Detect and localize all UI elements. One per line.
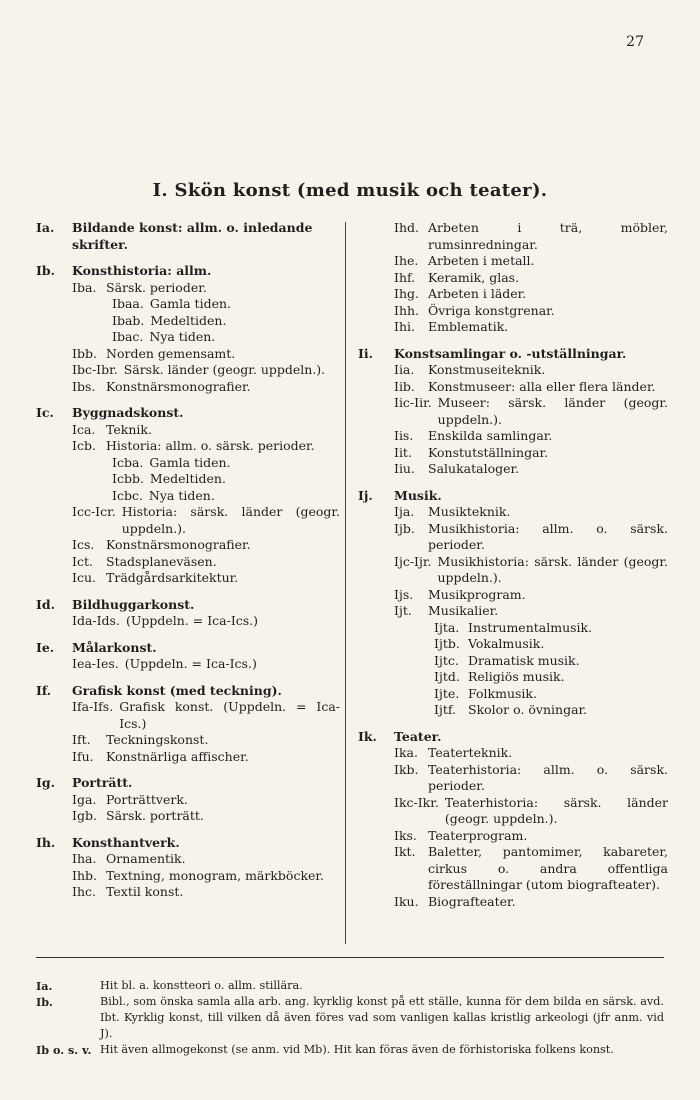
- section-code: Ii.: [358, 345, 373, 361]
- entry-code: Ijtb.: [434, 636, 460, 651]
- classification-entry: [394, 636, 668, 653]
- classification-entry: [394, 828, 668, 845]
- classification-entry: [72, 296, 340, 313]
- entry-text: Arbeten i metall.: [428, 253, 535, 268]
- classification-entry: [394, 587, 668, 604]
- classification-entry: [72, 792, 340, 809]
- classification-entry: [394, 686, 668, 703]
- classification-entry: [72, 362, 340, 379]
- classification-entry: [72, 868, 340, 885]
- classification-entry: [394, 620, 668, 637]
- section-code: Ig.: [36, 775, 55, 790]
- section-code: Ij.: [358, 487, 373, 503]
- classification-entry: [72, 554, 340, 571]
- entry-code: Iia.: [394, 362, 415, 377]
- entry-text: Teckningskonst.: [106, 732, 209, 747]
- entry-code: Ifa-Ifs.: [72, 699, 114, 714]
- entry-code: Iib.: [394, 378, 415, 394]
- entry-text: Konstnärsmonografier.: [106, 537, 251, 552]
- entry-text: Särsk. perioder.: [106, 279, 207, 295]
- classification-entry: [394, 669, 668, 686]
- classification-entry: [394, 894, 668, 911]
- page-title: I. Skön konst (med musik och teater).: [152, 180, 548, 201]
- entry-text: Teaterteknik.: [428, 745, 513, 760]
- section: [358, 220, 668, 336]
- section-code: Ia.: [36, 220, 55, 235]
- section: [358, 488, 668, 719]
- classification-entry: [394, 461, 668, 478]
- entry-code: Ijc-Ijr.: [394, 553, 432, 569]
- classification-entry: [72, 570, 340, 587]
- entry-code: Ihf.: [394, 269, 416, 285]
- entry-text: Medeltiden.: [149, 471, 226, 486]
- entry-text: Arbeten i trä, möbler, rumsinredningar.: [428, 220, 668, 252]
- entry-text: Nya tiden.: [148, 487, 215, 503]
- footnote: [36, 978, 664, 994]
- entry-text: Övriga konstgrenar.: [428, 302, 555, 318]
- entry-code: Ijte.: [434, 685, 460, 701]
- entry-text: Medeltiden.: [150, 312, 227, 328]
- classification-entry: [394, 653, 668, 670]
- entry-text: Särsk. porträtt.: [106, 808, 204, 823]
- entry-text: Gamla tiden.: [149, 296, 231, 311]
- classification-entry: [72, 471, 340, 488]
- classification-entry: [394, 521, 668, 554]
- entry-text: Trädgårdsarkitektur.: [106, 570, 239, 585]
- entry-code: Ijtc.: [434, 652, 459, 668]
- classification-entry: [72, 699, 340, 732]
- entry-text: Särsk. länder (geogr. uppdeln.).: [123, 362, 326, 377]
- entry-text: Salukataloger.: [428, 461, 520, 476]
- footnote: [36, 1042, 664, 1058]
- entry-code: Ihc.: [72, 884, 96, 899]
- entry-code: Icb.: [72, 438, 96, 453]
- section: [36, 640, 340, 673]
- classification-entry: [394, 319, 668, 336]
- entry-text: Arbeten i läder.: [428, 286, 527, 301]
- classification-entry: [394, 795, 668, 828]
- entry-code: Ihg.: [394, 286, 419, 301]
- entry-text: Textning, monogram, märkböcker.: [106, 867, 324, 883]
- entry-code: Ikt.: [394, 844, 416, 859]
- section: [36, 263, 340, 395]
- entry-text: Museer: särsk. länder (geogr. uppdeln.).: [437, 395, 668, 427]
- entry-text: Teaterhistoria: särsk. länder (geogr. uppdeln.).: [444, 794, 668, 826]
- entry-text: Musikalier.: [428, 603, 499, 618]
- entry-code: Ijtd.: [434, 669, 460, 684]
- section-code: Ie.: [36, 639, 55, 655]
- entry-text: Musikhistoria: särsk. länder (geogr. uppdeln.).: [437, 553, 668, 585]
- entry-code: Iic-Iir.: [394, 395, 432, 410]
- entry-code: Iks.: [394, 827, 417, 843]
- classification-entry: [72, 329, 340, 346]
- footnote-code: Ib.: [36, 995, 53, 1009]
- entry-code: Iha.: [72, 851, 97, 866]
- entry-code: Ika.: [394, 745, 418, 760]
- entry-text: Stadsplaneväsen.: [106, 553, 217, 569]
- entry-text: Konstmuseiteknik.: [428, 362, 546, 377]
- entry-code: Ibac.: [112, 329, 144, 344]
- entry-code: Ijta.: [434, 619, 460, 635]
- column-divider: [345, 222, 346, 944]
- classification-entry: [72, 422, 340, 439]
- entry-code: Iku.: [394, 893, 419, 909]
- entry-code: Iit.: [394, 444, 412, 460]
- section-title: Målarkonst.: [72, 639, 157, 655]
- section: [36, 220, 340, 253]
- classification-entry: [72, 656, 340, 673]
- classification-entry: [72, 851, 340, 868]
- entry-text: Teaterprogram.: [428, 827, 528, 843]
- entry-code: Ibab.: [112, 312, 145, 328]
- footnote-text: Bibl., som önska samla alla arb. ang. kyrklig konst på ett ställe, kunna för dem bilda en särsk. avd. Ibt. Kyrklig konst, till vilken då även föres vad som vanligen kallas kristlig arkeologi (jfr anm. vid J).: [100, 995, 664, 1040]
- entry-code: Ibb.: [72, 345, 97, 361]
- entry-code: Icbc.: [112, 487, 143, 503]
- entry-code: Iiu.: [394, 461, 415, 476]
- classification-entry: [394, 702, 668, 719]
- footnote-text: Hit bl. a. konstteori o. allm. stillära.: [100, 979, 303, 992]
- classification-entry: [394, 286, 668, 303]
- entry-text: Folkmusik.: [468, 685, 537, 701]
- page-number: 27: [626, 34, 644, 50]
- classification-entry: [72, 504, 340, 537]
- classification-entry: [72, 346, 340, 363]
- entry-text: Keramik, glas.: [428, 269, 520, 285]
- classification-entry: [394, 303, 668, 320]
- entry-code: Ikc-Ikr.: [394, 794, 439, 810]
- entry-code: Ihh.: [394, 302, 420, 318]
- classification-entry: [72, 455, 340, 472]
- entry-code: Ida-Ids.: [72, 613, 120, 628]
- classification-entry: [394, 445, 668, 462]
- classification-entry: [394, 428, 668, 445]
- section-title: Grafisk konst (med teckning).: [72, 682, 282, 698]
- entry-text: Teaterhistoria: allm. o. särsk. perioder.: [428, 761, 668, 793]
- entry-text: Porträttverk.: [106, 791, 188, 807]
- section-title: Musik.: [394, 487, 442, 503]
- classification-entry: [72, 488, 340, 505]
- classification-entry: [394, 554, 668, 587]
- section-code: Ic.: [36, 405, 54, 420]
- entry-code: Ija.: [394, 504, 415, 519]
- entry-code: Ihi.: [394, 319, 415, 334]
- footnote-code: Ia.: [36, 979, 53, 993]
- classification-entry: [72, 749, 340, 766]
- classification-entry: [72, 808, 340, 825]
- classification-entry: [394, 362, 668, 379]
- classification-entry: [72, 884, 340, 901]
- entry-text: Grafisk konst. (Uppdeln. = Ica-Ics.): [119, 699, 340, 731]
- classification-entry: [72, 613, 340, 630]
- section-title: Byggnadskonst.: [72, 405, 184, 420]
- entry-text: Historia: särsk. länder (geogr. uppdeln.).: [121, 504, 340, 536]
- classification-entry: [394, 270, 668, 287]
- entry-code: Ihd.: [394, 220, 419, 235]
- entry-text: Musikprogram.: [428, 586, 526, 602]
- entry-code: Ijt.: [394, 603, 412, 618]
- entry-text: Dramatisk musik.: [468, 652, 580, 668]
- entry-text: (Uppdeln. = Ica-Ics.): [124, 656, 257, 671]
- entry-code: Iea-Ies.: [72, 656, 119, 671]
- entry-code: Ics.: [72, 537, 95, 552]
- entry-code: Ict.: [72, 553, 93, 569]
- classification-entry: [72, 732, 340, 749]
- section-title: Bildhuggarkonst.: [72, 596, 195, 612]
- entry-code: Iis.: [394, 428, 414, 443]
- entry-code: Ijtf.: [434, 702, 456, 717]
- entry-text: Enskilda samlingar.: [428, 428, 553, 443]
- section-code: Ib.: [36, 263, 55, 278]
- classification-entry: [394, 762, 668, 795]
- entry-text: Konstutställningar.: [428, 444, 549, 460]
- entry-text: Norden gemensamt.: [106, 345, 236, 361]
- classification-entry: [394, 844, 668, 894]
- entry-code: Icba.: [112, 454, 144, 470]
- classification-entry: [394, 603, 668, 620]
- entry-text: Teknik.: [106, 421, 152, 437]
- classification-entry: [394, 504, 668, 521]
- classification-entry: [394, 253, 668, 270]
- left-column: [36, 220, 340, 911]
- section-code: Ih.: [36, 834, 56, 850]
- entry-text: Nya tiden.: [149, 329, 216, 344]
- entry-text: Konstnärsmonografier.: [106, 378, 251, 394]
- entry-text: Religiös musik.: [468, 669, 565, 684]
- entry-code: Icu.: [72, 570, 96, 585]
- entry-code: Ifu.: [72, 748, 94, 764]
- entry-code: Ihb.: [72, 867, 97, 883]
- entry-text: Baletter, pantomimer, kabareter, cirkus o. andra offentliga föreställningar (utom biografteater).: [428, 844, 668, 892]
- section: [36, 775, 340, 825]
- entry-text: Konstnärliga affischer.: [106, 748, 249, 764]
- section-title: Porträtt.: [72, 775, 133, 790]
- section: [36, 597, 340, 630]
- entry-code: Ibaa.: [112, 296, 144, 311]
- entry-code: Ijs.: [394, 586, 414, 602]
- classification-entry: [72, 537, 340, 554]
- entry-text: Vokalmusik.: [468, 636, 545, 651]
- classification-entry: [72, 280, 340, 297]
- footnote-text: Hit även allmogekonst (se anm. vid Mb). Hit kan föras även de förhistoriska folkens konst.: [100, 1043, 614, 1056]
- classification-entry: [394, 745, 668, 762]
- entry-text: Instrumentalmusik.: [468, 619, 593, 635]
- section: [36, 683, 340, 766]
- classification-entry: [394, 220, 668, 253]
- section-title: Teater.: [394, 728, 442, 744]
- classification-entry: [72, 379, 340, 396]
- section-title: Konstsamlingar o. -utställningar.: [394, 345, 627, 361]
- section: [358, 346, 668, 478]
- entry-code: Iga.: [72, 791, 97, 807]
- section-title: Konsthistoria: allm.: [72, 263, 212, 278]
- entry-text: Textil konst.: [106, 884, 184, 899]
- entry-code: Ikb.: [394, 761, 419, 777]
- entry-text: Musikhistoria: allm. o. särsk. perioder.: [428, 520, 668, 552]
- classification-entry: [72, 313, 340, 330]
- entry-text: Ornamentik.: [106, 851, 186, 866]
- footnote-rule: [36, 957, 664, 958]
- entry-code: Icc-Icr.: [72, 504, 116, 519]
- classification-entry: [394, 379, 668, 396]
- classification-entry: [72, 438, 340, 455]
- entry-text: Historia: allm. o. särsk. perioder.: [106, 438, 315, 453]
- section-title: Bildande konst: allm. o. inledande skrifter.: [72, 220, 313, 252]
- right-column: [358, 220, 668, 920]
- entry-text: Skolor o. övningar.: [468, 702, 588, 717]
- entry-text: Gamla tiden.: [149, 454, 231, 470]
- entry-code: Ibc-Ibr.: [72, 362, 118, 377]
- footnotes: [36, 978, 664, 1058]
- section-title: Konsthantverk.: [72, 834, 180, 850]
- entry-text: Emblematik.: [428, 319, 509, 334]
- entry-code: Iba.: [72, 279, 97, 295]
- entry-code: Ica.: [72, 421, 96, 437]
- entry-code: Ihe.: [394, 253, 419, 268]
- entry-code: Ijb.: [394, 520, 415, 536]
- entry-code: Icbb.: [112, 471, 144, 486]
- entry-code: Igb.: [72, 808, 97, 823]
- entry-text: Musikteknik.: [428, 504, 511, 519]
- entry-text: Biografteater.: [428, 893, 516, 909]
- footnote: [36, 994, 664, 1042]
- entry-text: (Uppdeln. = Ica-Ics.): [125, 613, 259, 628]
- entry-code: Ift.: [72, 732, 91, 747]
- section-code: Ik.: [358, 728, 377, 744]
- entry-text: Konstmuseer: alla eller flera länder.: [428, 378, 656, 394]
- section: [36, 405, 340, 587]
- section-code: Id.: [36, 596, 55, 612]
- section: [358, 729, 668, 911]
- classification-entry: [394, 395, 668, 428]
- section-code: If.: [36, 682, 52, 698]
- section: [36, 835, 340, 901]
- entry-code: Ibs.: [72, 378, 96, 394]
- footnote-code: Ib o. s. v.: [36, 1043, 92, 1057]
